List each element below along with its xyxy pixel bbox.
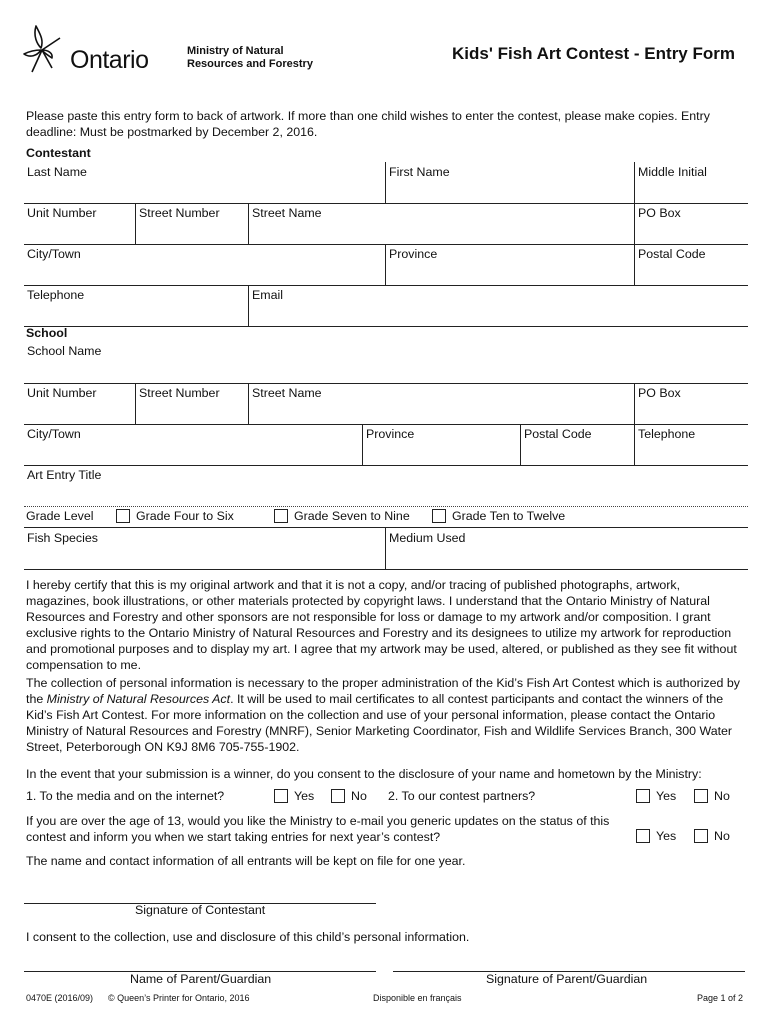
checkbox[interactable]: [274, 509, 288, 523]
medium-used-label: Medium Used: [389, 531, 466, 545]
school-street-number-field[interactable]: [135, 383, 248, 424]
middle-initial-label: Middle Initial: [638, 165, 707, 179]
checkbox[interactable]: [116, 509, 130, 523]
school-name-row: [24, 340, 748, 384]
updates-question: If you are over the age of 13, would you like the Ministry to e-mail you generic updates on the status of this contest and inform you when we start taking entries for next year’s contest?: [26, 814, 610, 844]
page-number: Page 1 of 2: [697, 993, 744, 1003]
partners-yes-option[interactable]: Yes: [636, 789, 676, 803]
middle-initial-field[interactable]: [634, 162, 748, 203]
grade-option-7-9[interactable]: Grade Seven to Nine: [274, 509, 410, 523]
unit-number-label: Unit Number: [27, 206, 97, 220]
school-city-label: City/Town: [27, 427, 81, 441]
first-name-label: First Name: [389, 165, 450, 179]
school-street-number-label: Street Number: [139, 386, 220, 400]
street-number-field[interactable]: [135, 203, 248, 244]
ministry-line1: Ministry of Natural: [187, 45, 284, 57]
last-name-field[interactable]: [24, 162, 385, 203]
french-version-note: Disponible en français: [373, 993, 462, 1003]
po-box-field[interactable]: [634, 203, 748, 244]
parent-consent-text: I consent to the collection, use and disclosure of this child’s personal information.: [26, 930, 470, 944]
postal-code-label: Postal Code: [638, 247, 706, 261]
checkbox[interactable]: [636, 789, 650, 803]
school-province-field[interactable]: [362, 424, 520, 465]
contestant-address-row: [24, 203, 748, 245]
parent-name-label: Name of Parent/Guardian: [130, 972, 272, 986]
unit-number-field[interactable]: [24, 203, 135, 244]
media-no-option[interactable]: No: [331, 789, 367, 803]
art-title-row: [24, 465, 748, 507]
grade-option-4-6[interactable]: Grade Four to Six: [116, 509, 234, 523]
checkbox[interactable]: [694, 829, 708, 843]
logo-wordmark: Ontario: [70, 46, 149, 74]
school-unit-number-label: Unit Number: [27, 386, 97, 400]
fish-species-field[interactable]: [24, 528, 385, 569]
province-label: Province: [389, 247, 438, 261]
checkbox[interactable]: [331, 789, 345, 803]
grade-option-10-12[interactable]: Grade Ten to Twelve: [432, 509, 565, 523]
contestant-signature-label: Signature of Contestant: [135, 903, 266, 917]
intro-text: Please paste this entry form to back of artwork. If more than one child wishes to enter the contest, please make copies. Entry deadline: Must be postmarked by December 2, 2016.: [26, 109, 710, 139]
ministry-line2: Resources and Forestry: [187, 58, 313, 70]
partners-no-option[interactable]: No: [694, 789, 730, 803]
telephone-label: Telephone: [27, 288, 85, 302]
fish-medium-row: [24, 527, 748, 570]
updates-yes-option[interactable]: Yes: [636, 829, 676, 843]
contestant-name-row: [24, 162, 748, 204]
school-street-name-label: Street Name: [252, 386, 322, 400]
postal-code-field[interactable]: [634, 244, 748, 285]
school-city-field[interactable]: [24, 424, 362, 465]
last-name-label: Last Name: [27, 165, 87, 179]
contestant-heading: Contestant: [26, 146, 91, 160]
ministry-name: [187, 45, 313, 71]
privacy-text: The collection of personal information is necessary to the proper administration of the Kid’s Fish Art Contest which is authorized by the Ministry of Natural Resources Act. It will be used to mail certificates to all contest participants and contact the winners of the Kid’s Fish Art Contest. For more information on the collection and use of your personal information, please contact the Ontario Ministry of Natural Resources and Forestry (MNRF), Senior Marketing Coordinator, Fish and Wildlife Services Branch, 300 Water Street, Peterborough ON K9J 8M6 705-755-1902.: [26, 676, 740, 754]
consent-partners-label: 2. To our contest partners?: [388, 789, 536, 803]
certify-text: I hereby certify that this is my original artwork and that it is not a copy, and/or tracing of published photographs, artwork, magazines, book illustrations, or other materials protected by copyright laws. I understand that the Ontario Ministry of Natural Resources and Forestry and other sponsors are not responsible for loss or damage to my artwork and/or composition. I grant exclusive rights to the Ontario Ministry of Natural Resources and Forestry and its designees to utilize my artwork for reproduction and promotional purposes and to display my art. I agree that my artwork may be used, altered, or published as they see fit without compensation to me.: [26, 578, 737, 672]
act-name: Ministry of Natural Resources Act: [46, 692, 231, 706]
checkbox[interactable]: [694, 789, 708, 803]
telephone-field[interactable]: [24, 285, 248, 326]
school-street-name-field[interactable]: [248, 383, 634, 424]
updates-no-option[interactable]: No: [694, 829, 730, 843]
school-address-row: [24, 383, 748, 425]
art-entry-title-field[interactable]: [24, 465, 748, 506]
po-box-label: PO Box: [638, 206, 681, 220]
school-postal-code-field[interactable]: [520, 424, 634, 465]
checkbox[interactable]: [636, 829, 650, 843]
school-telephone-label: Telephone: [638, 427, 696, 441]
form-number: 0470E (2016/09): [26, 993, 94, 1003]
grade-level-label: Grade Level: [26, 509, 94, 523]
school-telephone-field[interactable]: [634, 424, 748, 465]
checkbox[interactable]: [432, 509, 446, 523]
street-name-field[interactable]: [248, 203, 634, 244]
form-title: Kids' Fish Art Contest - Entry Form: [452, 44, 735, 63]
school-province-label: Province: [366, 427, 415, 441]
school-name-label: School Name: [27, 344, 102, 358]
media-yes-option[interactable]: Yes: [274, 789, 314, 803]
school-postal-code-label: Postal Code: [524, 427, 592, 441]
grade-level-row: [26, 509, 750, 527]
parent-signature-label: Signature of Parent/Guardian: [486, 972, 648, 986]
contestant-city-row: [24, 244, 748, 286]
medium-used-field[interactable]: [385, 528, 748, 569]
copyright: © Queen’s Printer for Ontario, 2016: [108, 993, 250, 1003]
school-unit-number-field[interactable]: [24, 383, 135, 424]
contestant-contact-row: [24, 285, 748, 327]
province-field[interactable]: [385, 244, 634, 285]
retention-text: The name and contact information of all entrants will be kept on file for one year.: [26, 854, 466, 868]
school-city-row: [24, 424, 748, 466]
street-number-label: Street Number: [139, 206, 220, 220]
first-name-field[interactable]: [385, 162, 634, 203]
street-name-label: Street Name: [252, 206, 322, 220]
email-field[interactable]: [248, 285, 748, 326]
checkbox[interactable]: [274, 789, 288, 803]
school-po-box-field[interactable]: [634, 383, 748, 424]
fish-species-label: Fish Species: [27, 531, 98, 545]
city-field[interactable]: [24, 244, 385, 285]
school-name-field[interactable]: [24, 340, 748, 383]
ontario-logo: [22, 24, 172, 76]
art-entry-title-label: Art Entry Title: [27, 468, 102, 482]
city-label: City/Town: [27, 247, 81, 261]
school-po-box-label: PO Box: [638, 386, 681, 400]
consent-question: In the event that your submission is a winner, do you consent to the disclosure of your name and hometown by the Ministry:: [26, 767, 702, 781]
school-heading: School: [26, 326, 68, 340]
consent-media-label: 1. To the media and on the internet?: [26, 789, 225, 803]
email-label: Email: [252, 288, 283, 302]
